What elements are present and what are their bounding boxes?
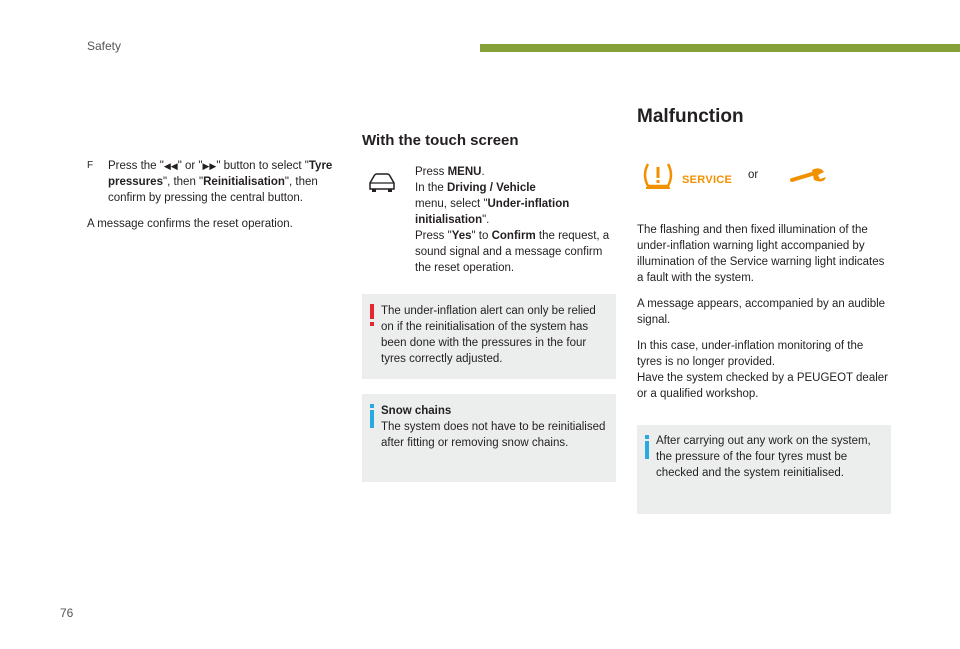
text-part: the request, a sound signal and a message confirm the reset operation. (415, 230, 610, 274)
yes-label: Yes (451, 230, 472, 242)
wrench-icon (790, 166, 828, 186)
car-icon (367, 171, 397, 193)
malfunction-para-3 (637, 338, 889, 402)
step-confirm (415, 228, 615, 276)
snow-chains-body: The system does not have to be reinitialised after fitting or removing snow chains. (381, 421, 606, 449)
text-part: ", then confirm by pressing the central button. (108, 176, 318, 204)
text-part: Press (415, 166, 448, 178)
bullet-text (108, 158, 342, 206)
malfunction-para-2: A message appears, accompanied by an audible signal. (637, 298, 886, 326)
service-note (637, 425, 891, 514)
text-part: In this case, under-inflation monitoring of the tyres is no longer provided. (637, 340, 864, 368)
tyre-pressures-label: Tyre pressures (108, 160, 333, 188)
or-label: or (748, 169, 759, 181)
text-part: Press " (415, 230, 452, 242)
step-select (415, 196, 615, 228)
tyre-pressure-warning-icon (640, 158, 676, 192)
text-part: " or " (177, 160, 203, 172)
text-part: Press the " (108, 160, 164, 172)
text-part: Have the system checked by a (637, 372, 797, 384)
malfunction-heading: Malfunction (637, 106, 744, 127)
text-part: menu, select " (415, 198, 488, 210)
page-number: 76 (60, 606, 74, 620)
brand-name: PEUGEOT (796, 372, 853, 384)
touch-screen-steps (415, 164, 615, 276)
snow-chains-text (381, 403, 609, 451)
warning-note (362, 294, 616, 379)
service-warning-label: SERVICE (682, 174, 733, 186)
text-part: . (481, 166, 485, 178)
text-part: " to (471, 230, 492, 242)
text-part: ", then " (162, 176, 204, 188)
confirm-label: Confirm (491, 230, 536, 242)
fast-forward-icon: ▶▶ (202, 161, 217, 171)
header-bar (480, 44, 960, 52)
snow-chains-note (362, 394, 616, 482)
warning-note-text: The under-inflation alert can only be relied on if the reinitialisation of the system has been done with the pressures in the four tyres correctly adjusted. (381, 305, 596, 365)
snow-chains-title: Snow chains (381, 405, 452, 417)
touch-screen-heading: With the touch screen (362, 132, 519, 149)
text-part: " button to select " (216, 160, 309, 172)
malfunction-para-1: The flashing and then fixed illumination of the under-inflation warning light accompanied by illumination of the Service warning light indicates a fault with the system. (637, 224, 885, 284)
step-press-menu (415, 164, 615, 180)
menu-label: MENU (447, 166, 482, 178)
text-part: dealer or a qualified workshop. (637, 372, 889, 400)
under-inflation-label: Under-inflation initialisation (415, 198, 570, 226)
reset-confirmation-text: A message confirms the reset operation. (87, 218, 293, 230)
bullet-instruction (87, 158, 342, 206)
service-note-text: After carrying out any work on the system, the pressure of the four tyres must be checked and the system reinitialised. (656, 435, 871, 479)
text-part: In the (415, 182, 447, 194)
header-title: Safety (87, 39, 122, 53)
bullet-symbol: F (87, 160, 94, 171)
driving-vehicle-label: Driving / Vehicle (446, 182, 536, 194)
step-driving-menu (415, 180, 615, 196)
rewind-icon: ◀◀ (163, 161, 178, 171)
text-part: ". (482, 214, 490, 226)
reinitialisation-label: Reinitialisation (203, 176, 285, 188)
